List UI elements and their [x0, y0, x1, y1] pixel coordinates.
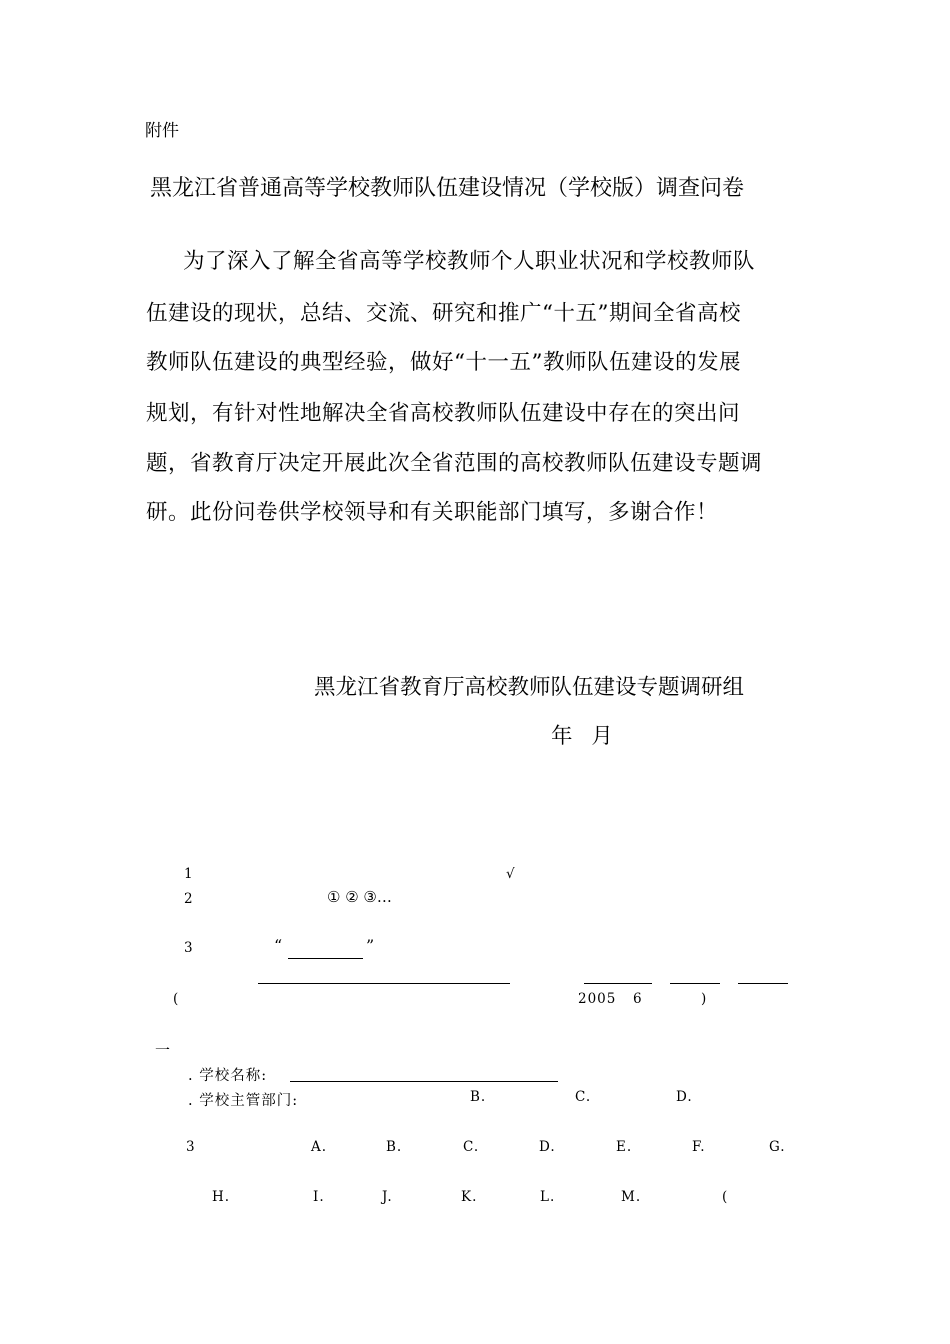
note-4-year: 2005: [578, 991, 617, 1007]
note-4-paren-close: ): [701, 991, 708, 1007]
option-j[interactable]: J.: [382, 1189, 393, 1205]
option-f[interactable]: F.: [692, 1139, 706, 1155]
section-one-heading: 一: [155, 1041, 171, 1059]
option-c[interactable]: C.: [463, 1139, 480, 1155]
attachment-label: 附件: [145, 121, 179, 141]
intro-line: 伍建设的现状，总结、交流、研究和推广“十五”期间全省高校: [146, 301, 741, 326]
fill-line: [258, 983, 510, 984]
option-e[interactable]: E.: [616, 1139, 633, 1155]
question-3-paren: (: [722, 1189, 729, 1205]
note-2-marks: ① ② ③…: [327, 888, 392, 906]
fill-line: [670, 983, 720, 984]
option-k[interactable]: K.: [461, 1189, 478, 1205]
option-h[interactable]: H.: [212, 1189, 231, 1205]
option-b[interactable]: B.: [386, 1139, 403, 1155]
signature-organization: 黑龙江省教育厅高校教师队伍建设专题调研组: [314, 675, 745, 700]
option-d[interactable]: D.: [539, 1139, 556, 1155]
note-2-number: 2: [184, 891, 194, 907]
option-g[interactable]: G.: [769, 1139, 786, 1155]
school-authority-label: . 学校主管部门:: [188, 1093, 299, 1109]
note-1-checkmark: √: [506, 866, 516, 882]
option-a[interactable]: A.: [311, 1139, 328, 1155]
school-name-field[interactable]: [290, 1081, 558, 1082]
note-3-quote-open: “: [274, 936, 283, 955]
option-d[interactable]: D.: [676, 1089, 693, 1105]
fill-line: [584, 983, 652, 984]
intro-line: 教师队伍建设的典型经验，做好“十一五”教师队伍建设的发展: [146, 350, 741, 375]
note-1-number: 1: [184, 866, 194, 882]
document-title: 黑龙江省普通高等学校教师队伍建设情况（学校版）调查问卷: [150, 176, 745, 201]
note-4-month: 6: [633, 991, 643, 1007]
intro-line: 为了深入了解全省高等学校教师个人职业状况和学校教师队: [183, 249, 756, 274]
school-name-label: . 学校名称:: [188, 1068, 268, 1084]
intro-line: 研。此份问卷供学校领导和有关职能部门填写，多谢合作！: [146, 500, 719, 525]
option-i[interactable]: I.: [313, 1189, 325, 1205]
option-m[interactable]: M.: [621, 1189, 642, 1205]
option-c[interactable]: C.: [575, 1089, 592, 1105]
option-l[interactable]: L.: [540, 1189, 556, 1205]
note-3-quote-close: ”: [366, 936, 375, 955]
fill-line: [738, 983, 788, 984]
note-3-blank-line: [288, 958, 363, 959]
signature-date: 年 月: [551, 724, 613, 749]
note-3-number: 3: [184, 940, 194, 956]
option-b[interactable]: B.: [470, 1089, 487, 1105]
note-4-paren-open: (: [173, 991, 180, 1007]
question-3-number: 3: [186, 1139, 196, 1155]
intro-line: 题，省教育厅决定开展此次全省范围的高校教师队伍建设专题调: [146, 451, 763, 476]
intro-line: 规划，有针对性地解决全省高校教师队伍建设中存在的突出问: [146, 401, 741, 426]
